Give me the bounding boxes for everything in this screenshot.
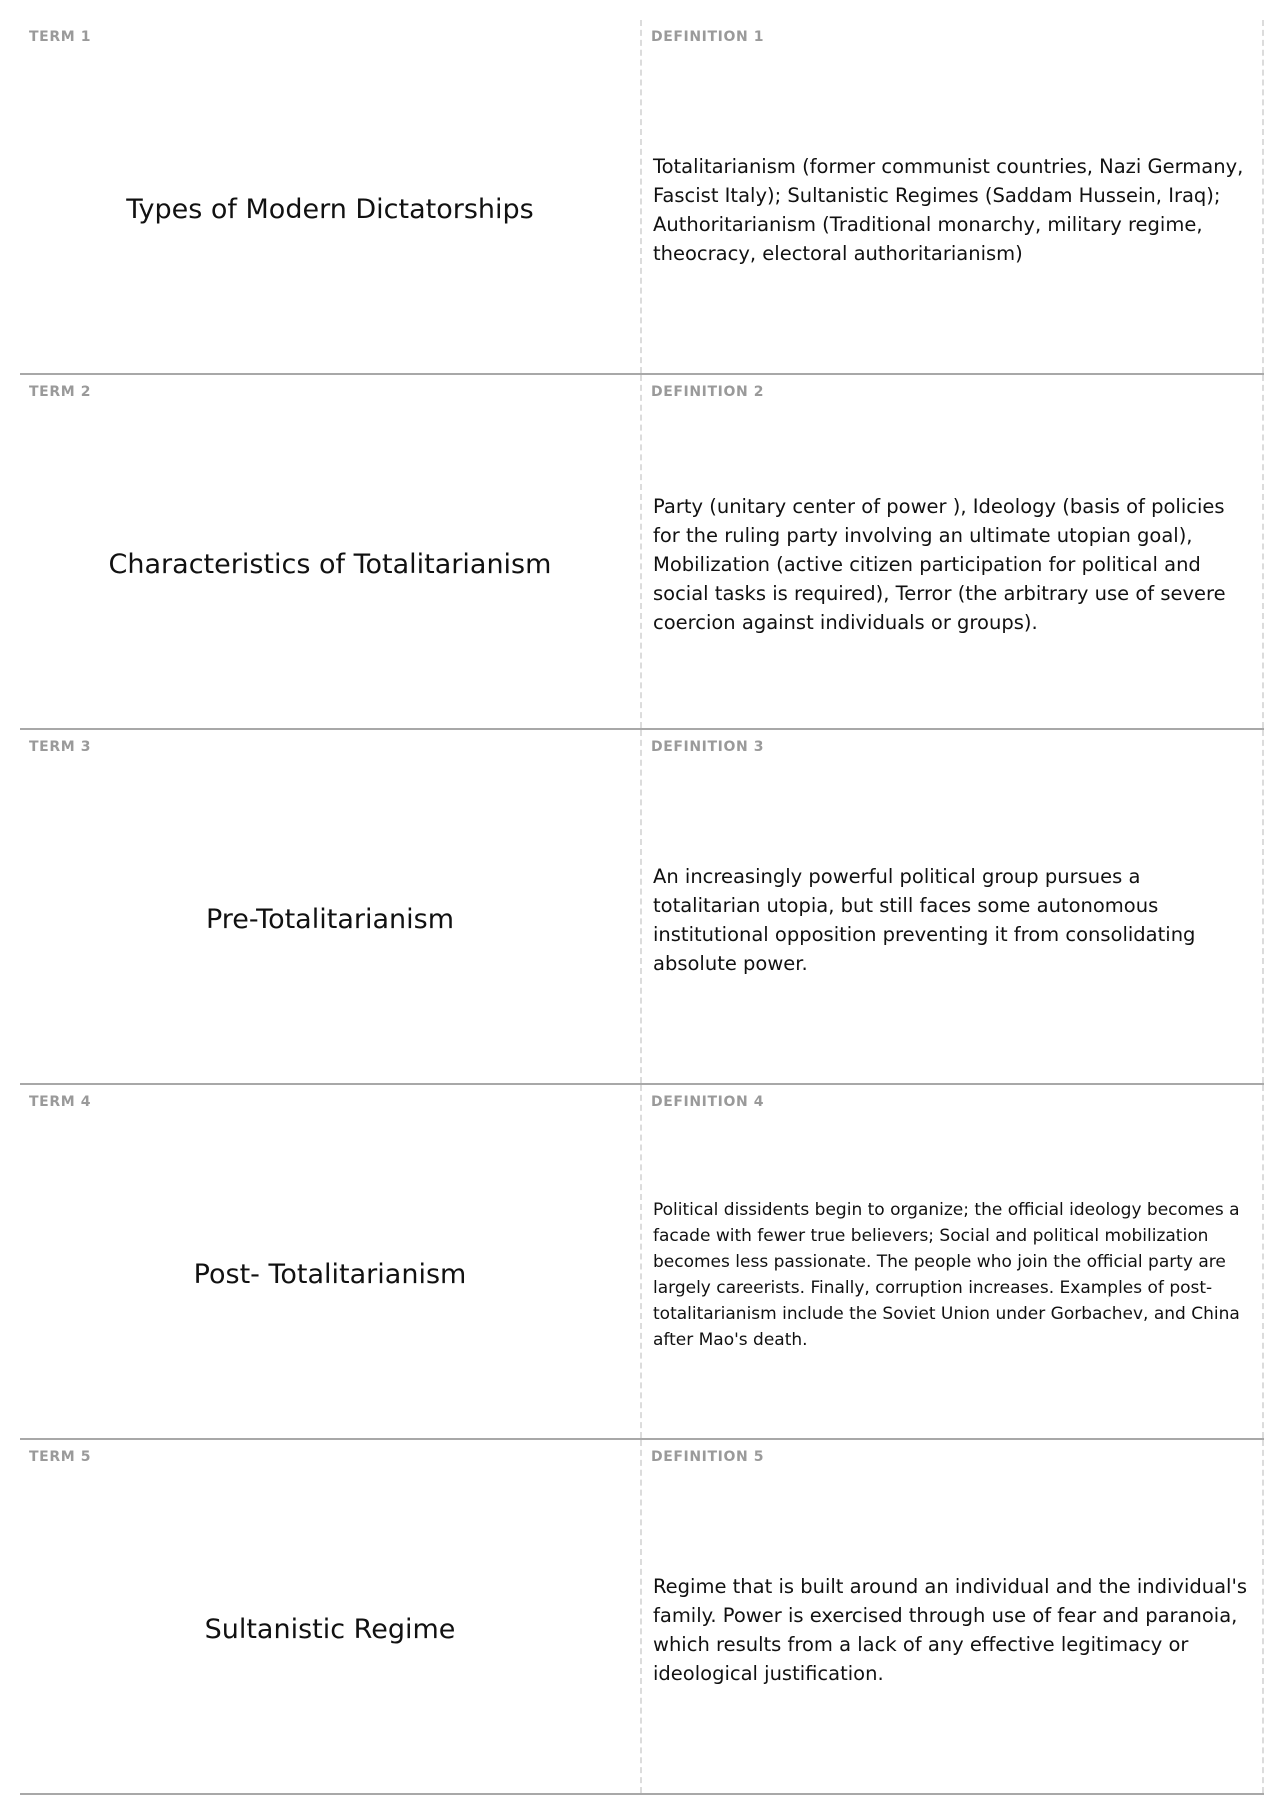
flashcard-sheet [20,20,1264,1795]
definition-value: Regime that is built around an individual and the individual's family. Power is exercised through use of fear and paranoia, which results from a lack of any effective legitimacy or ideological justification. [653,1574,1247,1685]
flashcard-row [20,20,1264,375]
definition-value: An increasingly powerful political group pursues a totalitarian utopia, but still faces some autonomous institutional opposition preventing it from consolidating absolute power. [653,864,1196,975]
definition-value: Political dissidents begin to organize; the official ideology becomes a facade with fewer true believers; Social and political mobilization becomes less passionate. The people who join the official party are largely careerists. Finally, corruption increases. Examples of post-totalitarianism include the Soviet Union under Gorbachev, and China after Mao's death. [653,1199,1240,1350]
definition-label: DEFINITION 2 [651,384,765,400]
definition-cell [642,375,1264,728]
term-cell [20,1440,642,1793]
term-value: Types of Modern Dictatorships [126,194,534,225]
flashcard-row [20,730,1264,1085]
definition-value: Party (unitary center of power ), Ideology (basis of policies for the ruling party involving an ultimate utopian goal), Mobilization (active citizen participation for political and social tasks is required), Terror (the arbitrary use of severe coercion against individuals or groups). [653,495,1226,634]
flashcard-row [20,375,1264,730]
term-label: TERM 3 [29,739,92,755]
flashcard-row [20,1440,1264,1795]
definition-label: DEFINITION 4 [651,1094,765,1110]
term-text [20,730,640,1083]
definition-text [642,20,1262,373]
definition-cell [642,1085,1264,1438]
term-value: Characteristics of Totalitarianism [108,549,552,580]
term-value: Sultanistic Regime [204,1614,456,1645]
term-cell [20,375,642,728]
term-cell [20,20,642,373]
flashcard-row [20,1085,1264,1440]
term-label: TERM 4 [29,1094,92,1110]
definition-label: DEFINITION 1 [651,29,765,45]
term-value: Pre-Totalitarianism [205,904,454,935]
term-text [20,1440,640,1793]
term-label: TERM 5 [29,1449,92,1465]
term-text [20,20,640,373]
term-cell [20,1085,642,1438]
term-text [20,1085,640,1438]
term-text [20,375,640,728]
definition-cell [642,730,1264,1083]
term-label: TERM 1 [29,29,92,45]
term-cell [20,730,642,1083]
definition-label: DEFINITION 3 [651,739,765,755]
definition-text [642,1085,1262,1438]
definition-value: Totalitarianism (former communist countries, Nazi Germany, Fascist Italy); Sultanistic Regimes (Saddam Hussein, Iraq); Authoritarianism (Traditional monarchy, military regime, theocracy, electoral authoritarianism) [653,154,1244,265]
definition-cell [642,1440,1264,1793]
definition-text [642,730,1262,1083]
definition-text [642,375,1262,728]
term-value: Post- Totalitarianism [193,1259,467,1290]
term-label: TERM 2 [29,384,92,400]
definition-text [642,1440,1262,1793]
definition-label: DEFINITION 5 [651,1449,765,1465]
definition-cell [642,20,1264,373]
